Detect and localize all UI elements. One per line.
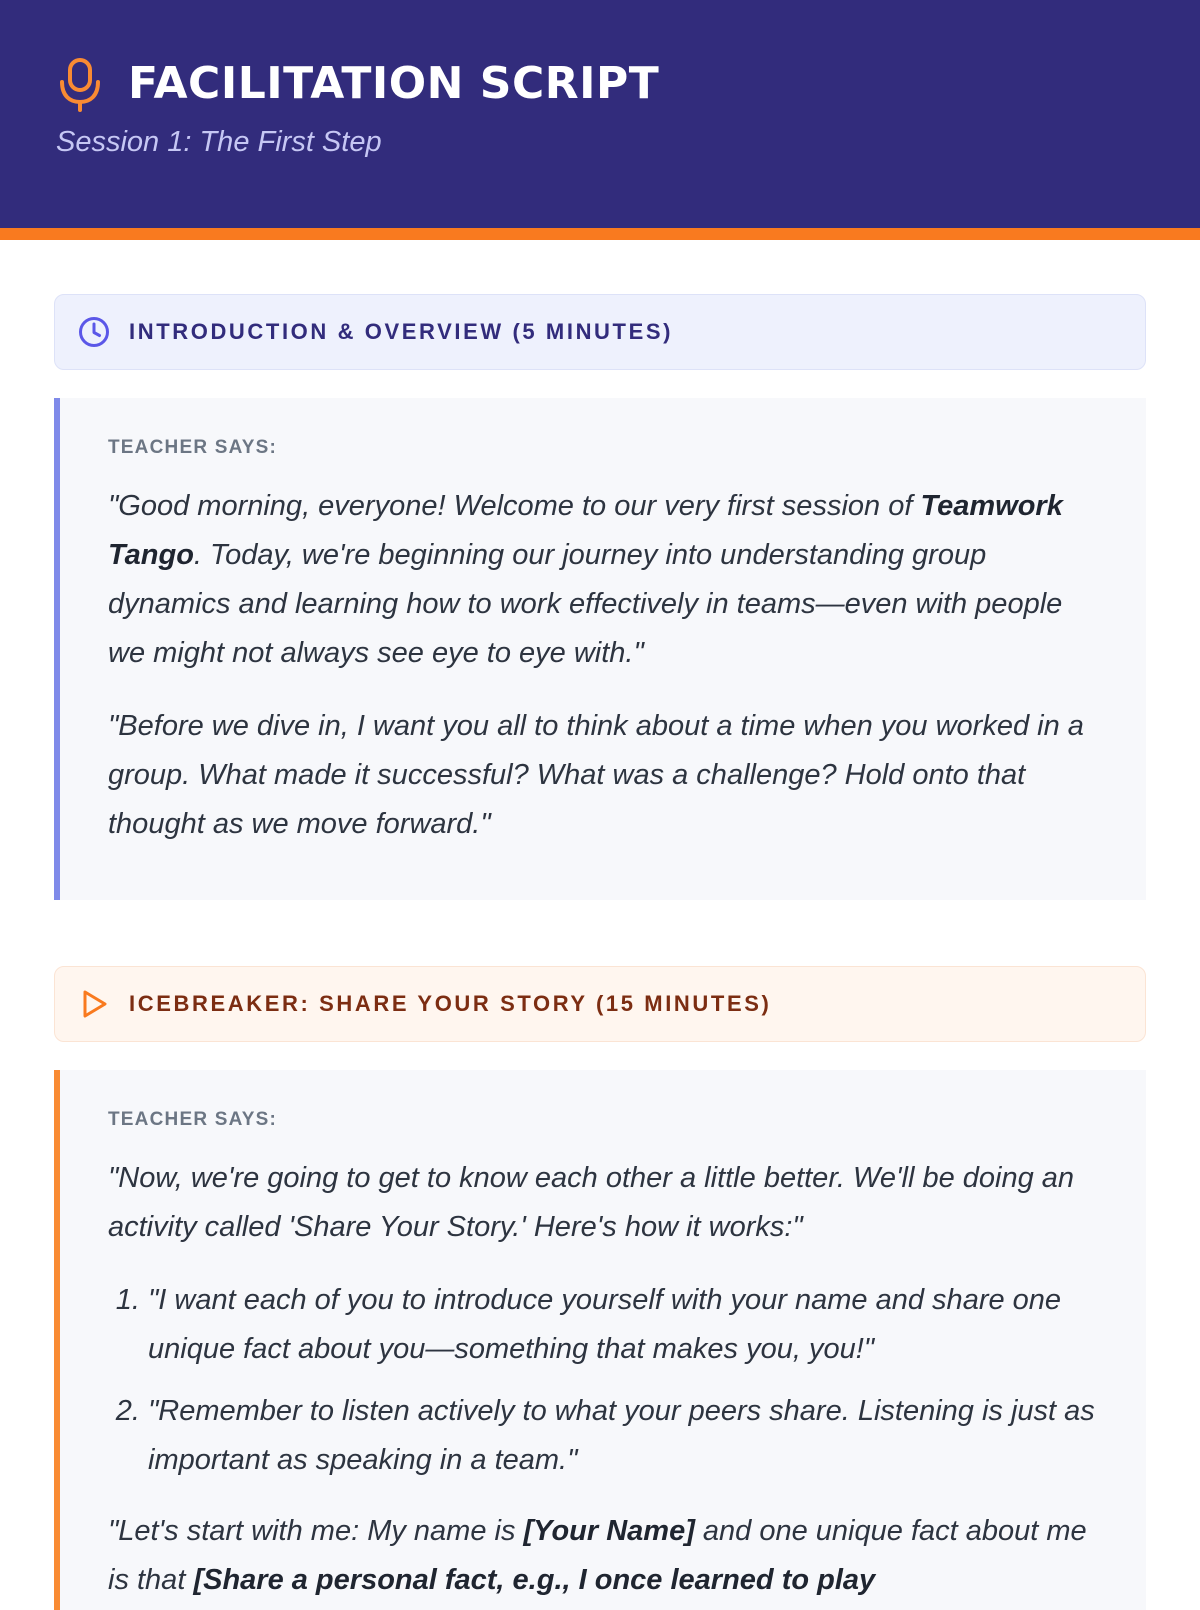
program-name: Teamwork Tango <box>108 490 1063 571</box>
script-text: "Let's start with me: My name is <box>108 1515 524 1547</box>
section-heading-label: INTRODUCTION & OVERVIEW (5 MINUTES) <box>129 319 674 344</box>
section-heading-label: ICEBREAKER: SHARE YOUR STORY (15 MINUTES) <box>129 991 772 1016</box>
title-row <box>56 56 1144 112</box>
activity-step: 2. "Remember to listen actively to what your peers share. Listening is just as important as speaking in a team." <box>148 1387 1102 1485</box>
microphone-icon <box>56 56 104 112</box>
play-icon <box>77 987 111 1021</box>
placeholder-fact: [Share a personal fact, e.g., I once learned to play <box>193 1564 876 1596</box>
activity-steps <box>108 1276 1102 1485</box>
teacher-script-card-introduction <box>54 398 1146 900</box>
placeholder-name: [Your Name] <box>523 1515 695 1547</box>
page-header <box>0 0 1200 240</box>
section-heading-introduction <box>54 294 1146 370</box>
clock-icon <box>77 315 111 349</box>
script-text: . Today, we're beginning our journey into understanding group dynamics and learning how to work effectively in teams—even with people we might not always see eye to eye with." <box>108 539 1063 669</box>
teacher-says-label: TEACHER SAYS: <box>108 1109 278 1130</box>
teacher-says-label: TEACHER SAYS: <box>108 437 278 458</box>
page-title: FACILITATION SCRIPT <box>128 58 660 109</box>
script-paragraph: "Before we dive in, I want you all to think about a time when you worked in a group. What made it successful? What was a challenge? Hold onto that thought as we move forward." <box>108 710 1084 840</box>
teacher-script-card-icebreaker <box>54 1070 1146 1610</box>
script-paragraph <box>108 482 1102 678</box>
activity-step: 1. "I want each of you to introduce yourself with your name and share one unique fact about you—something that makes you, you!" <box>148 1276 1102 1374</box>
page-subtitle: Session 1: The First Step <box>56 126 382 158</box>
section-heading-icebreaker <box>54 966 1146 1042</box>
script-paragraph <box>108 1507 1102 1605</box>
script-text: "Good morning, everyone! Welcome to our very first session of <box>108 490 921 522</box>
script-paragraph: "Now, we're going to get to know each other a little better. We'll be doing an activity called 'Share Your Story.' Here's how it works:" <box>108 1162 1075 1243</box>
script-text: and one unique fact about me is that <box>108 1515 1087 1596</box>
script-content <box>54 294 1146 1610</box>
